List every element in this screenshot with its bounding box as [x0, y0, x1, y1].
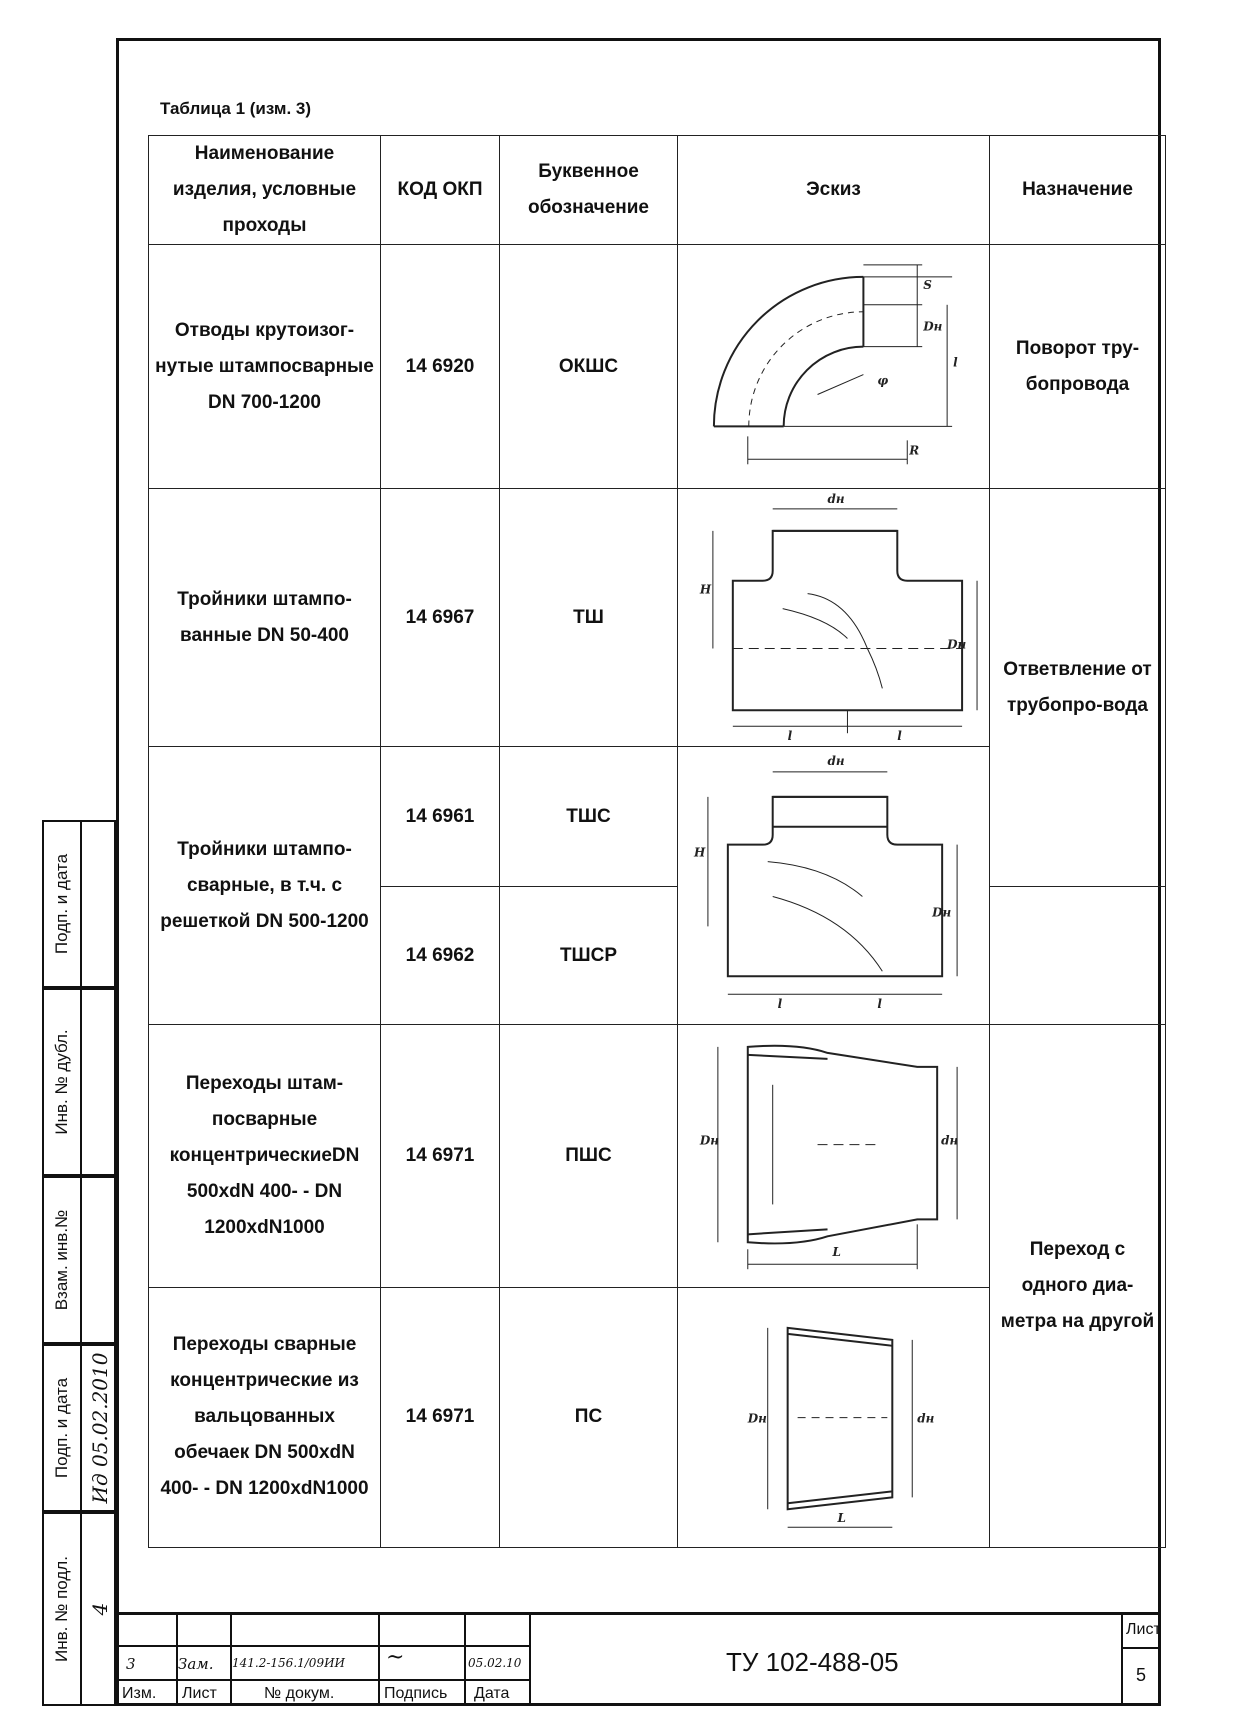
label-dn-large: Dн — [699, 1134, 720, 1149]
table-row — [149, 1025, 1166, 1287]
label-h: H — [699, 582, 712, 597]
header-name: Наименование изделия, условные проходы — [149, 136, 381, 245]
side-value: 4 — [88, 1602, 112, 1616]
label-phi: φ — [877, 373, 889, 388]
bend-drawing — [678, 245, 989, 488]
welded-tee-sketch — [678, 747, 990, 1025]
stamp-list-value: Зам. — [178, 1655, 214, 1673]
row-name: Переходы штам-посварные концентрическиеDN 500xdN 400- - DN 1200xdN1000 — [149, 1025, 381, 1287]
row-purpose: Поворот тру-бопровода — [990, 245, 1166, 489]
header-letter: Буквенное обозначение — [500, 136, 678, 245]
row-letter: ПШС — [500, 1025, 678, 1287]
cone-sketch — [678, 1287, 990, 1547]
label-dn-large: Dн — [932, 905, 952, 920]
table-title: Таблица 1 (изм. 3) — [160, 99, 312, 118]
side-label: Подп. и дата — [52, 1377, 71, 1479]
row-purpose: Ответвление от трубопро-вода — [990, 489, 1166, 887]
label-dn-small: dн — [827, 754, 845, 769]
reducer-drawing — [678, 1025, 989, 1286]
tee-sketch — [678, 489, 990, 747]
row-letter: ТШ — [500, 489, 678, 747]
label-dn-large: Dн — [947, 637, 967, 652]
bend-sketch — [678, 245, 990, 489]
tee-drawing — [678, 489, 989, 746]
stamp-doc-label: № докум. — [264, 1685, 335, 1702]
side-value: Ид 05.02.2010 — [88, 1352, 112, 1504]
stamp-sign-label: Подпись — [384, 1685, 448, 1702]
row-name: Переходы сварные концентрические из вальцованных обечаек DN 500xdN 400- - DN 1200xdN1000 — [149, 1287, 381, 1547]
stamp-date-label: Дата — [474, 1685, 510, 1702]
side-sign-date-2 — [42, 1344, 116, 1512]
label-dn-small: dн — [827, 492, 845, 507]
stamp-doc-value: 141.2-156.1/09ИИ — [232, 1656, 346, 1670]
row-name: Тройники штампо-сварные, в т.ч. с решеткой DN 500-1200 — [149, 747, 381, 1025]
label-r: R — [909, 443, 920, 458]
stamp-date-value: 05.02.10 — [468, 1656, 522, 1670]
title-block — [116, 1612, 1161, 1709]
stamp-izm-value: 3 — [126, 1655, 136, 1673]
label-h: H — [693, 846, 706, 861]
table-header-row — [149, 136, 1166, 245]
side-label: Подп. и дата — [52, 853, 71, 955]
row-purpose: Переход с одного диа-метра на другой — [990, 1025, 1166, 1547]
label-length: L — [837, 1510, 846, 1525]
signature-mark: ~ — [386, 1645, 405, 1670]
document-code: ТУ 102-488-05 — [726, 1647, 899, 1677]
products-table — [148, 135, 1166, 1548]
row-letter-2: ТШСР — [500, 887, 678, 1025]
label-dn-small: dн — [941, 1134, 959, 1149]
label-l-left: l — [777, 997, 783, 1012]
sheet-label: Лист — [1126, 1621, 1161, 1638]
side-sign-date — [42, 820, 116, 988]
header-code: КОД ОКП — [381, 136, 500, 245]
label-l-right: l — [897, 729, 902, 744]
side-label: Инв. № подл. — [52, 1556, 71, 1662]
label-dn-small: dн — [917, 1411, 935, 1426]
header-sketch: Эскиз — [678, 136, 990, 245]
side-dup-inv — [42, 988, 116, 1176]
side-replace-inv — [42, 1176, 116, 1344]
welded-tee-drawing — [678, 747, 989, 1024]
empty-purpose-cell — [990, 887, 1166, 1025]
label-l: l — [953, 355, 958, 370]
label-s: S — [923, 277, 932, 292]
side-label: Взам. инв.№ — [52, 1209, 71, 1311]
label-l-left: l — [787, 729, 793, 744]
row-code: 14 6971 — [381, 1287, 500, 1547]
row-code: 14 6967 — [381, 489, 500, 747]
table-row — [149, 489, 1166, 747]
row-code: 14 6961 — [381, 747, 500, 887]
row-name: Отводы крутоизог-нутые штампосварные DN 700-1200 — [149, 245, 381, 489]
label-l-right: l — [877, 997, 882, 1012]
label-length: L — [832, 1245, 841, 1260]
table-row — [149, 245, 1166, 489]
row-code: 14 6971 — [381, 1025, 500, 1287]
row-letter: ОКШС — [500, 245, 678, 489]
cone-drawing — [678, 1288, 989, 1547]
header-purpose: Назначение — [990, 136, 1166, 245]
label-dn: Dн — [923, 319, 943, 334]
row-code-2: 14 6962 — [381, 887, 500, 1025]
side-label: Инв. № дубл. — [52, 1029, 71, 1135]
row-letter: ТШС — [500, 747, 678, 887]
side-original-inv — [42, 1512, 116, 1706]
sheet-number: 5 — [1136, 1665, 1147, 1685]
label-dn-large: Dн — [747, 1411, 767, 1426]
stamp-izm-label: Изм. — [122, 1685, 157, 1702]
reducer-sketch — [678, 1025, 990, 1287]
row-name: Тройники штампо-ванные DN 50-400 — [149, 489, 381, 747]
row-letter: ПС — [500, 1287, 678, 1547]
row-code: 14 6920 — [381, 245, 500, 489]
stamp-list-label: Лист — [182, 1685, 217, 1702]
